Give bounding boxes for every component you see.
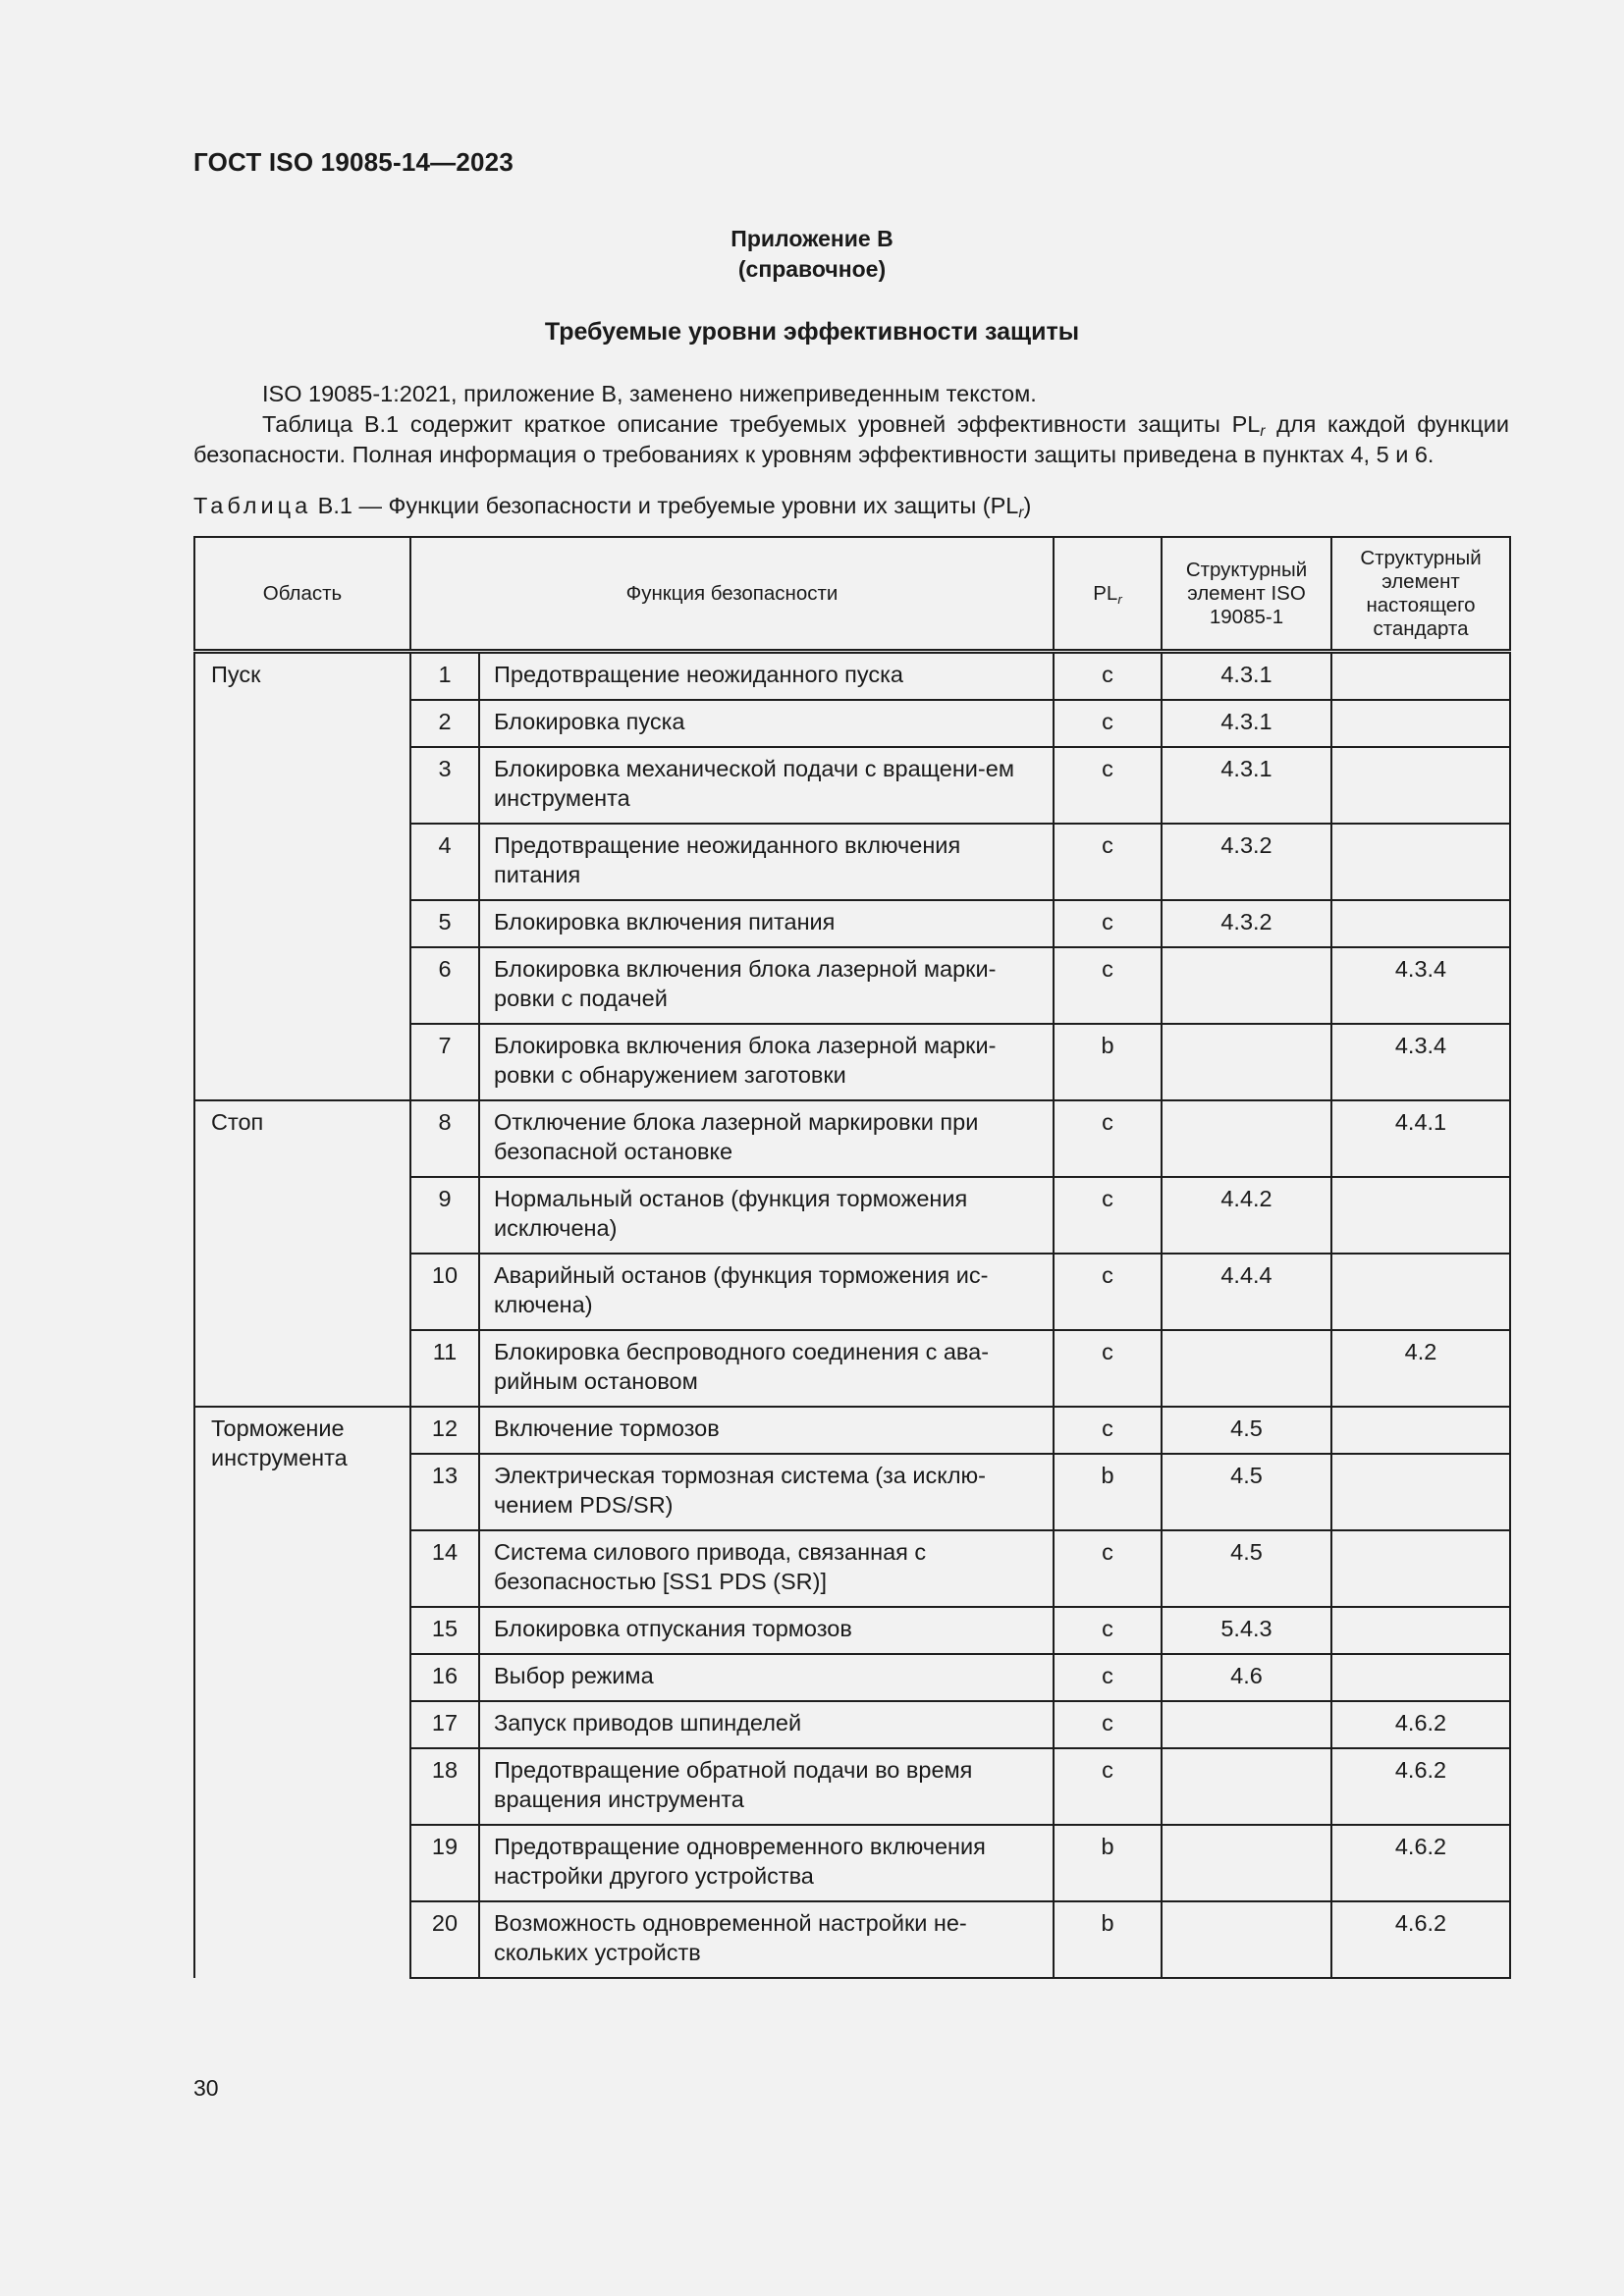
table-body — [194, 652, 1510, 1979]
header-pl-text: PL — [1093, 581, 1118, 605]
safety-functions-table — [193, 536, 1511, 1979]
function-number-cell: 13 — [410, 1454, 479, 1530]
iso-element-cell: 4.3.2 — [1162, 900, 1331, 947]
pl-cell: b — [1054, 1825, 1162, 1901]
table-caption-end: ) — [1023, 493, 1032, 518]
function-number-cell: 6 — [410, 947, 479, 1024]
function-number-cell: 16 — [410, 1654, 479, 1701]
pl-cell: c — [1054, 900, 1162, 947]
pl-cell: c — [1054, 1701, 1162, 1748]
pl-subscript: r — [1260, 423, 1266, 440]
function-description-cell: Аварийный останов (функция торможения ис-ключена) — [479, 1254, 1054, 1330]
iso-element-cell: 4.5 — [1162, 1530, 1331, 1607]
function-description-cell: Блокировка механической подачи с вращени-ем инструмента — [479, 747, 1054, 824]
std-element-cell — [1331, 652, 1510, 701]
iso-element-cell: 4.4.2 — [1162, 1177, 1331, 1254]
iso-element-cell — [1162, 1748, 1331, 1825]
std-element-cell — [1331, 1454, 1510, 1530]
function-description-cell: Блокировка беспроводного соединения с ава-рийным остановом — [479, 1330, 1054, 1407]
header-area: Область — [194, 537, 410, 652]
table-caption-word: Таблица — [193, 493, 312, 518]
pl-cell: c — [1054, 824, 1162, 900]
function-number-cell: 19 — [410, 1825, 479, 1901]
function-description-cell: Блокировка включения питания — [479, 900, 1054, 947]
function-number-cell: 18 — [410, 1748, 479, 1825]
table-caption — [193, 493, 1031, 519]
function-number-cell: 10 — [410, 1254, 479, 1330]
std-element-cell: 4.6.2 — [1331, 1825, 1510, 1901]
annex-title — [0, 224, 1624, 285]
function-description-cell: Предотвращение одновременного включения настройки другого устройства — [479, 1825, 1054, 1901]
pl-cell: c — [1054, 700, 1162, 747]
iso-element-cell — [1162, 947, 1331, 1024]
iso-element-cell: 4.3.1 — [1162, 652, 1331, 701]
function-description-cell: Блокировка пуска — [479, 700, 1054, 747]
pl-cell: b — [1054, 1901, 1162, 1978]
function-description-cell: Нормальный останов (функция торможения исключена) — [479, 1177, 1054, 1254]
std-element-cell — [1331, 900, 1510, 947]
std-element-cell — [1331, 747, 1510, 824]
function-description-cell: Предотвращение неожиданного пуска — [479, 652, 1054, 701]
function-description-cell: Возможность одновременной настройки не-скольких устройств — [479, 1901, 1054, 1978]
pl-cell: c — [1054, 1100, 1162, 1177]
iso-element-cell: 5.4.3 — [1162, 1607, 1331, 1654]
pl-cell: c — [1054, 1177, 1162, 1254]
page-number: 30 — [193, 2075, 219, 2101]
function-number-cell: 17 — [410, 1701, 479, 1748]
iso-element-cell — [1162, 1330, 1331, 1407]
intro-paragraph-2-end: для каждой функции безопасности. Полная информация о требованиях к уровням эффективности защиты приведена в пунктах 4, 5 и 6. — [193, 411, 1509, 467]
std-element-cell — [1331, 824, 1510, 900]
annex-type: (справочное) — [737, 256, 887, 282]
header-function: Функция безопасности — [410, 537, 1054, 652]
header-std-element: Структурный элемент настоящего стандарта — [1331, 537, 1510, 652]
std-element-cell — [1331, 700, 1510, 747]
table-row — [194, 1407, 1510, 1454]
function-number-cell: 1 — [410, 652, 479, 701]
function-number-cell: 7 — [410, 1024, 479, 1100]
iso-element-cell — [1162, 1701, 1331, 1748]
intro-paragraph-2-start: Таблица В.1 содержит краткое описание требуемых уровней эффективности защиты PL — [262, 411, 1261, 437]
iso-element-cell — [1162, 1825, 1331, 1901]
area-cell: Торможение инструмента — [194, 1407, 410, 1978]
intro-paragraph-1: ISO 19085-1:2021, приложение В, заменено нижеприведенным текстом. — [262, 381, 1037, 406]
function-number-cell: 14 — [410, 1530, 479, 1607]
iso-element-cell — [1162, 1024, 1331, 1100]
function-description-cell: Запуск приводов шпинделей — [479, 1701, 1054, 1748]
iso-element-cell: 4.5 — [1162, 1454, 1331, 1530]
function-description-cell: Выбор режима — [479, 1654, 1054, 1701]
iso-element-cell — [1162, 1901, 1331, 1978]
iso-element-cell: 4.6 — [1162, 1654, 1331, 1701]
std-element-cell — [1331, 1254, 1510, 1330]
std-element-cell: 4.3.4 — [1331, 1024, 1510, 1100]
pl-cell: c — [1054, 947, 1162, 1024]
function-description-cell: Блокировка включения блока лазерной марки-ровки с обнаружением заготовки — [479, 1024, 1054, 1100]
pl-cell: c — [1054, 1407, 1162, 1454]
pl-cell: c — [1054, 1254, 1162, 1330]
std-element-cell — [1331, 1177, 1510, 1254]
function-number-cell: 8 — [410, 1100, 479, 1177]
pl-cell: c — [1054, 1330, 1162, 1407]
table-header-row — [194, 537, 1510, 652]
function-description-cell: Предотвращение неожиданного включения питания — [479, 824, 1054, 900]
iso-element-cell: 4.3.1 — [1162, 747, 1331, 824]
function-description-cell: Электрическая тормозная система (за исклю-чением PDS/SR) — [479, 1454, 1054, 1530]
area-cell: Пуск — [194, 652, 410, 1101]
std-element-cell — [1331, 1607, 1510, 1654]
table-row — [194, 1100, 1510, 1177]
iso-element-cell: 4.3.2 — [1162, 824, 1331, 900]
std-element-cell: 4.2 — [1331, 1330, 1510, 1407]
iso-element-cell: 4.4.4 — [1162, 1254, 1331, 1330]
function-number-cell: 11 — [410, 1330, 479, 1407]
pl-cell: c — [1054, 1607, 1162, 1654]
function-number-cell: 12 — [410, 1407, 479, 1454]
std-element-cell: 4.3.4 — [1331, 947, 1510, 1024]
area-cell: Стоп — [194, 1100, 410, 1407]
annex-label: Приложение В — [731, 226, 893, 251]
table-caption-text: В.1 — Функции безопасности и требуемые уровни их защиты (PL — [311, 493, 1019, 518]
function-number-cell: 3 — [410, 747, 479, 824]
std-element-cell — [1331, 1654, 1510, 1701]
intro-text — [193, 379, 1509, 470]
iso-element-cell — [1162, 1100, 1331, 1177]
function-description-cell: Предотвращение обратной подачи во время вращения инструмента — [479, 1748, 1054, 1825]
std-element-cell: 4.4.1 — [1331, 1100, 1510, 1177]
function-number-cell: 5 — [410, 900, 479, 947]
pl-cell: c — [1054, 1748, 1162, 1825]
function-description-cell: Блокировка включения блока лазерной марки-ровки с подачей — [479, 947, 1054, 1024]
std-element-cell — [1331, 1530, 1510, 1607]
header-pl — [1054, 537, 1162, 652]
intro-paragraph-2 — [193, 409, 1509, 470]
function-description-cell: Отключение блока лазерной маркировки при безопасной остановке — [479, 1100, 1054, 1177]
table-row — [194, 652, 1510, 701]
pl-cell: c — [1054, 652, 1162, 701]
pl-cell: b — [1054, 1454, 1162, 1530]
std-element-cell — [1331, 1407, 1510, 1454]
function-number-cell: 9 — [410, 1177, 479, 1254]
iso-element-cell: 4.3.1 — [1162, 700, 1331, 747]
pl-cell: b — [1054, 1024, 1162, 1100]
function-number-cell: 15 — [410, 1607, 479, 1654]
function-number-cell: 20 — [410, 1901, 479, 1978]
function-number-cell: 4 — [410, 824, 479, 900]
function-number-cell: 2 — [410, 700, 479, 747]
annex-heading: Требуемые уровни эффективности защиты — [544, 318, 1080, 346]
table-caption-subscript: r — [1018, 505, 1024, 521]
header-iso-element: Структурный элемент ISO 19085-1 — [1162, 537, 1331, 652]
std-element-cell: 4.6.2 — [1331, 1748, 1510, 1825]
pl-cell: c — [1054, 747, 1162, 824]
pl-cell: c — [1054, 1530, 1162, 1607]
function-description-cell: Система силового привода, связанная с безопасностью [SS1 PDS (SR)] — [479, 1530, 1054, 1607]
std-element-cell: 4.6.2 — [1331, 1901, 1510, 1978]
document-code: ГОСТ ISO 19085-14—2023 — [193, 147, 514, 177]
iso-element-cell: 4.5 — [1162, 1407, 1331, 1454]
function-description-cell: Включение тормозов — [479, 1407, 1054, 1454]
header-pl-subscript: r — [1117, 591, 1122, 607]
function-description-cell: Блокировка отпускания тормозов — [479, 1607, 1054, 1654]
pl-cell: c — [1054, 1654, 1162, 1701]
std-element-cell: 4.6.2 — [1331, 1701, 1510, 1748]
